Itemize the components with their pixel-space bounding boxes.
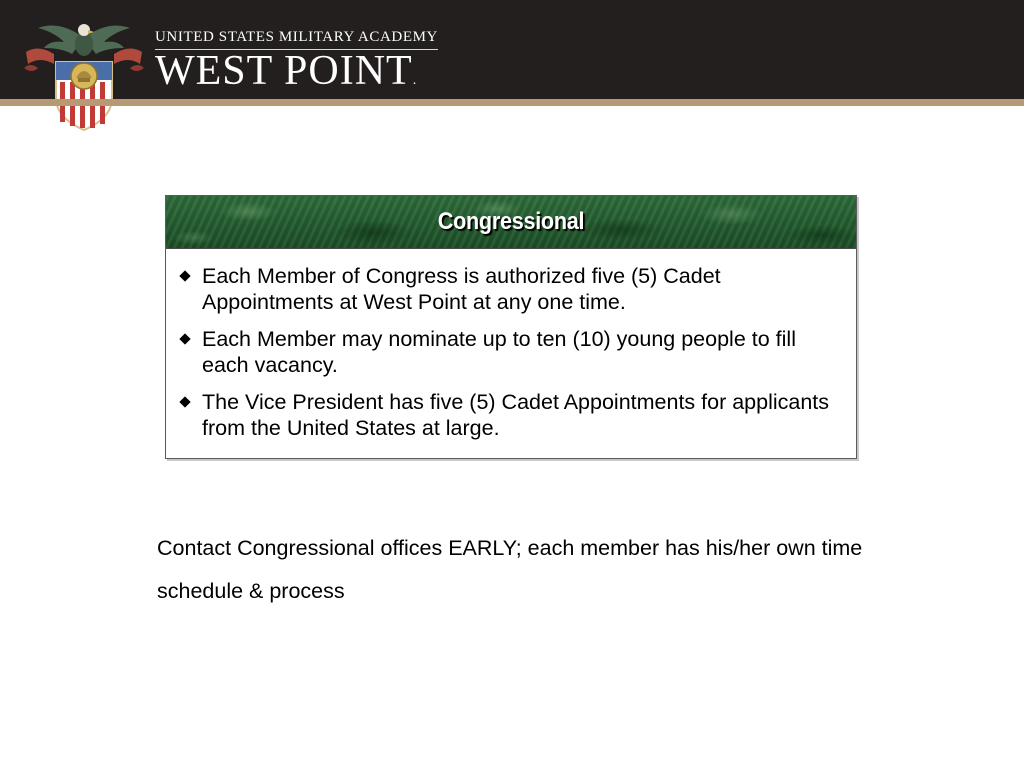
academy-wordmark bbox=[155, 28, 445, 101]
brand-mark: . bbox=[412, 73, 418, 88]
academy-line: UNITED STATES MILITARY ACADEMY bbox=[155, 29, 438, 50]
bullet-item bbox=[202, 263, 844, 315]
header-rule bbox=[0, 99, 1024, 106]
brand-name bbox=[155, 48, 445, 101]
card-title: Congressional bbox=[437, 208, 585, 235]
diamond-bullet-icon bbox=[179, 333, 190, 344]
bullet-item bbox=[202, 389, 844, 441]
header-bar bbox=[0, 0, 1024, 99]
bullet-text: The Vice President has five (5) Cadet Appointments for applicants from the United States at large. bbox=[202, 390, 830, 440]
card-header bbox=[166, 196, 856, 249]
bullet-text: Each Member may nominate up to ten (10) young people to fill each vacancy. bbox=[202, 327, 796, 377]
usma-crest-icon bbox=[20, 18, 148, 132]
brand-text: WEST POINT bbox=[155, 48, 413, 94]
diamond-bullet-icon bbox=[179, 396, 190, 407]
congressional-card bbox=[165, 195, 857, 459]
diamond-bullet-icon bbox=[179, 270, 190, 281]
bullet-list bbox=[166, 249, 856, 441]
bullet-item bbox=[202, 326, 844, 378]
contact-note: Contact Congressional offices EARLY; each member has his/her own time schedule & process bbox=[157, 536, 863, 603]
bullet-text: Each Member of Congress is authorized five (5) Cadet Appointments at West Point at any one time. bbox=[202, 264, 721, 314]
